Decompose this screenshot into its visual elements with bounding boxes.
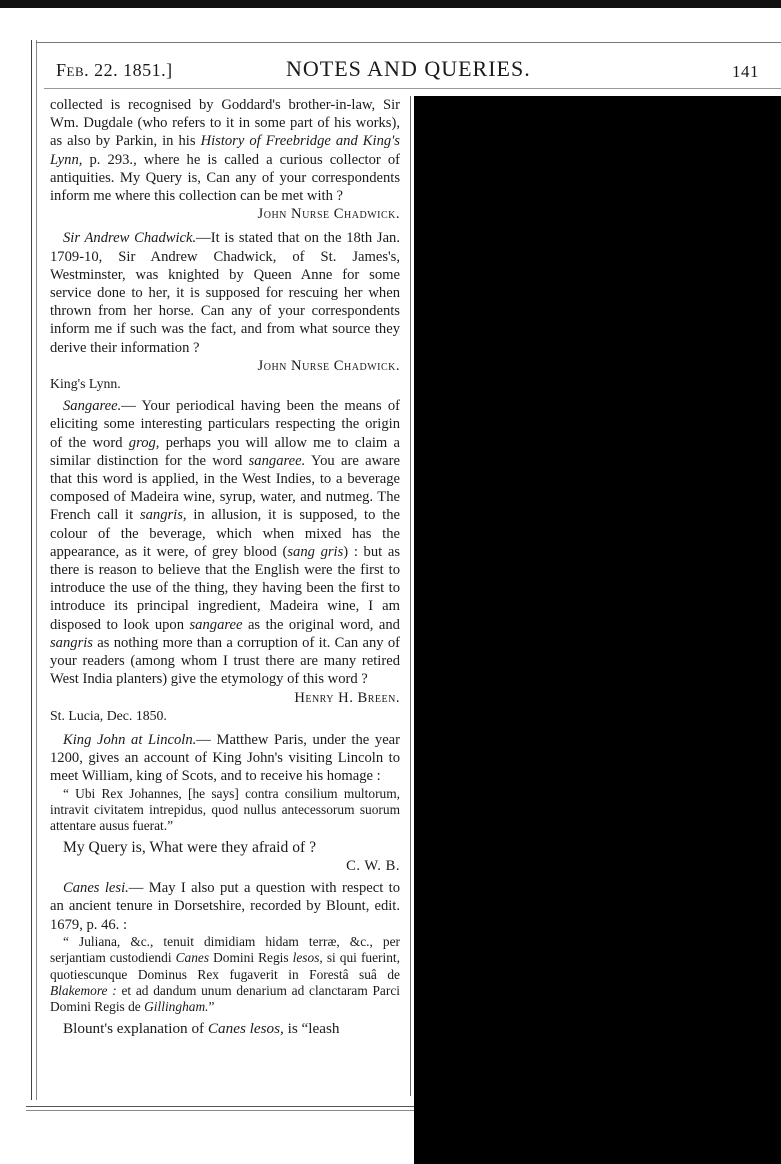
place-2: King's Lynn. (50, 376, 121, 392)
scan-top-edge (0, 0, 781, 8)
journal-title: NOTES AND QUERIES. (286, 56, 531, 81)
header-divider (44, 88, 781, 89)
blount-explanation: Blount's explanation of Canes lesos, is “leash (63, 1019, 340, 1037)
header-date: Feb. 22. 1851.] (56, 60, 173, 80)
book-title: History of Freebridge and King's Lynn, (50, 133, 400, 168)
scan-bottom-rule-2 (26, 1110, 414, 1111)
column-divider (410, 96, 411, 1096)
signature-4: C. W. B. (346, 857, 400, 874)
place-3: St. Lucia, Dec. 1850. (50, 707, 167, 723)
signature-3: Henry H. Breen. (294, 689, 400, 706)
latin-quote-2: “ Juliana, &c., tenuit dimidiam hidam terræ, &c., per serjantiam custodiendi Canes Domini Regis lesos, si qui fuerint, quotiescunque Dominus Rex fugaverit in Forestâ suâ de Blakemore : et ad dandum unum denarium ad clanctaram Parci Domini Regis de Gillingham.” (50, 933, 401, 1015)
left-column (50, 96, 400, 1038)
article-title: Canes lesi. (63, 880, 129, 897)
latin-quote-1: “ Ubi Rex Johannes, [he says] contra consilium multorum, intravit civitatem intrepidus, quod nullus antecessorum suorum attentare ausus fuerat.” (50, 785, 400, 834)
signature-1: John Nurse Chadwick. (257, 206, 400, 223)
page-header (48, 54, 776, 84)
article-1-continued: collected is recognised by Goddard's brother-in-law, Sir Wm. Dugdale (who refers to it in some part of his works), as also by Parkin, in his History of Freebridge and King's Lynn, p. 293., where he is called a curious collector of antiquities. My Query is, Can any of your correspondents inform me where this collection can be met with ? (50, 97, 400, 205)
query-line: My Query is, What were they afraid of ? (63, 838, 317, 856)
article-canes-lesi: Canes lesi.— May I also put a question with respect to an ancient tenure in Dorsetshire, recorded by Blount, edit. 1679, p. 46. : (50, 880, 400, 933)
scan-margin-rule (31, 40, 32, 1100)
article-sir-andrew-chadwick: Sir Andrew Chadwick.—It is stated that on the 18th Jan. 1709-10, Sir Andrew Chadwick, of St. James's, Westminster, was knighted by Queen Anne for some service done to her, it is supposed for rescuing her when thrown from her horse. Can any of your correspondents inform me if such was the fact, and from what source they derive their information ? (50, 230, 400, 356)
signature-2: John Nurse Chadwick. (257, 357, 400, 374)
article-sangaree: Sangaree.— Your periodical having been the means of eliciting some interesting particulars respecting the origin of the word grog, perhaps you will allow me to claim a similar distinction for the word sangaree. You are aware that this word is applied, in the West Indies, to a beverage composed of Madeira wine, syrup, water, and nutmeg. The French call it sangris, in allusion, it is supposed, to the colour of the beverage, which when mixed has the appearance, as it were, of grey blood (sang gris) : but as there is reason to believe that the English were the first to introduce the use of the thing, they having been the first to introduce its principal ingredient, Madeira wine, I am disposed to look upon sangaree as the original word, and sangris as nothing more than a corruption of it. Can any of your readers (among whom I trust there are many retired West India planters) give the etymology of this word ? (50, 398, 400, 688)
scan-margin-rule-inner (36, 40, 37, 1100)
scan-top-rule (36, 42, 781, 43)
article-king-john: King John at Lincoln.— Matthew Paris, under the year 1200, gives an account of King John's visiting Lincoln to meet William, king of Scots, and to receive his homage : (50, 731, 401, 785)
blacked-out-column (414, 96, 781, 1164)
scan-bottom-rule (26, 1106, 414, 1107)
article-title: Sangaree. (63, 398, 122, 415)
page-number: 141 (732, 62, 759, 81)
article-title: King John at Lincoln. (63, 731, 197, 748)
article-title: Sir Andrew Chadwick. (63, 230, 197, 247)
